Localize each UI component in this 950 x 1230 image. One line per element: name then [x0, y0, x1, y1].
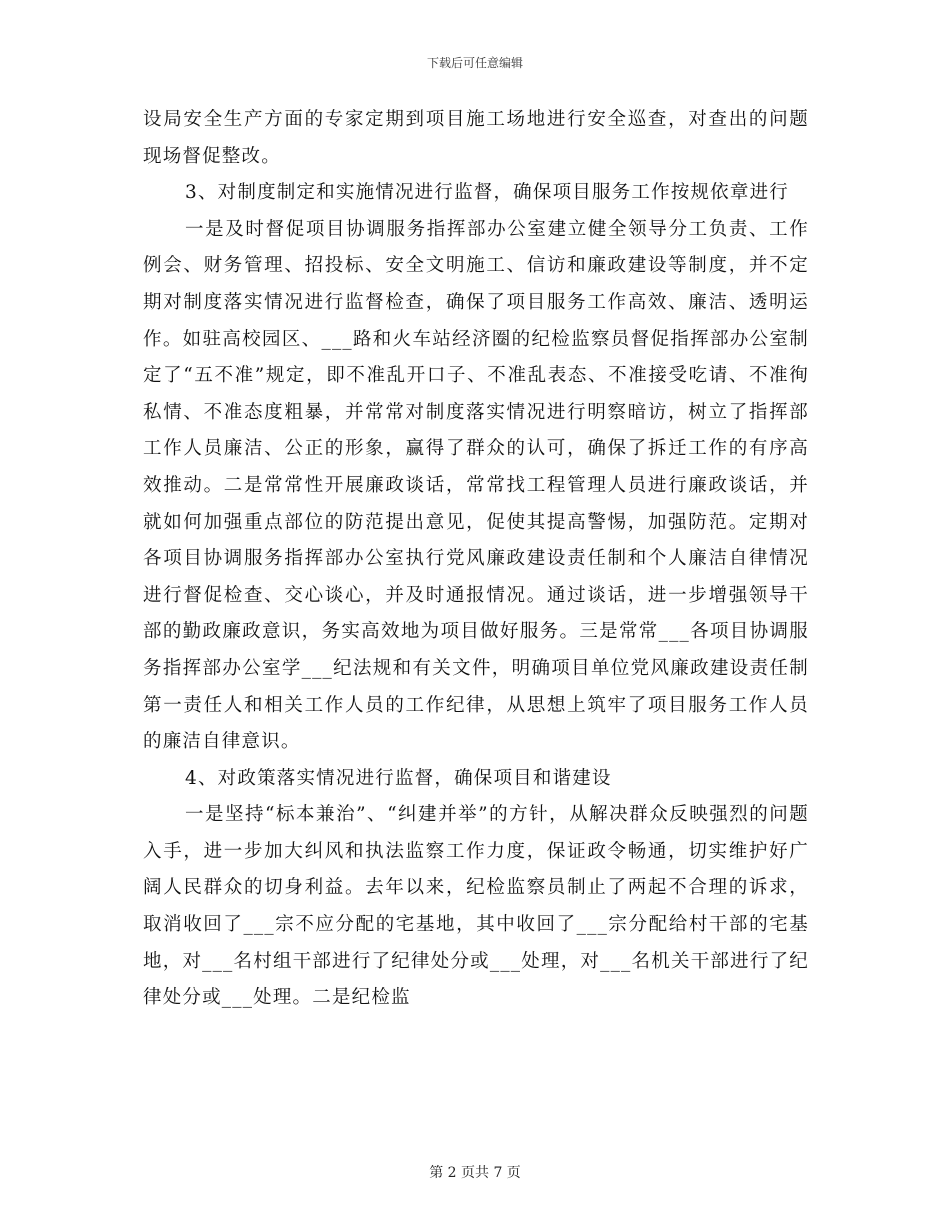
paragraph-1: 设局安全生产方面的专家定期到项目施工场地进行安全巡查，对查出的问题现场督促整改。	[143, 109, 809, 167]
page-header: 下载后可任意编辑	[426, 56, 523, 70]
paragraph-2: 一是及时督促项目协调服务指挥部办公室建立健全领导分工负责、工作例会、财务管理、招投标、安全文明施工、信访和廉政建设等制度，并不定期对制度落实情况进行监督检查，确保了项目服务工作高效、廉洁、透明运作。如驻高校园区、___路和火车站经济圈的纪检监察员督促指挥部办公室制定了“五不准”规定，即不准乱开口子、不准乱表态、不准接受吃请、不准徇私情、不准态度粗暴，并常常对制度落实情况进行明察暗访，树立了指挥部工作人员廉洁、公正的形象，赢得了群众的认可，确保了拆迁工作的有序高效推动。二是常常性开展廉政谈话，常常找工程管理人员进行廉政谈话，并就如何加强重点部位的防范提出意见，促使其提高警惕，加强防范。定期对各项目协调服务指挥部办公室执行党风廉政建设责任制和个人廉洁自律情况进行督促检查、交心谈心，并及时通报情况。通过谈话，进一步增强领导干部的勤政廉政意识，务实高效地为项目做好服务。三是常常___各项目协调服务指挥部办公室学___纪法规和有关文件，明确项目单位党风廉政建设责任制第一责任人和相关工作人员的工作纪律，从思想上筑牢了项目服务工作人员的廉洁自律意识。	[143, 218, 809, 753]
document-body	[143, 102, 809, 1017]
section-heading-4: 4、对政策落实情况进行监督，确保项目和谐建设	[185, 767, 612, 789]
paragraph-3: 一是坚持“标本兼治”、“纠建并举”的方针，从解决群众反映强烈的问题入手，进一步加大纠风和执法监察工作力度，保证政令畅通，切实维护好广阔人民群众的切身利益。去年以来，纪检监察员制止了两起不合理的诉求，取消收回了___宗不应分配的宅基地，其中收回了___宗分配给村干部的宅基地，对___名村组干部进行了纪律处分或___处理，对___名机关干部进行了纪律处分或___处理。二是纪检监	[143, 804, 809, 1009]
section-heading-3: 3、对制度制定和实施情况进行监督，确保项目服务工作按规依章进行	[185, 182, 789, 204]
page-footer: 第 2 页共 7 页	[429, 1165, 521, 1181]
